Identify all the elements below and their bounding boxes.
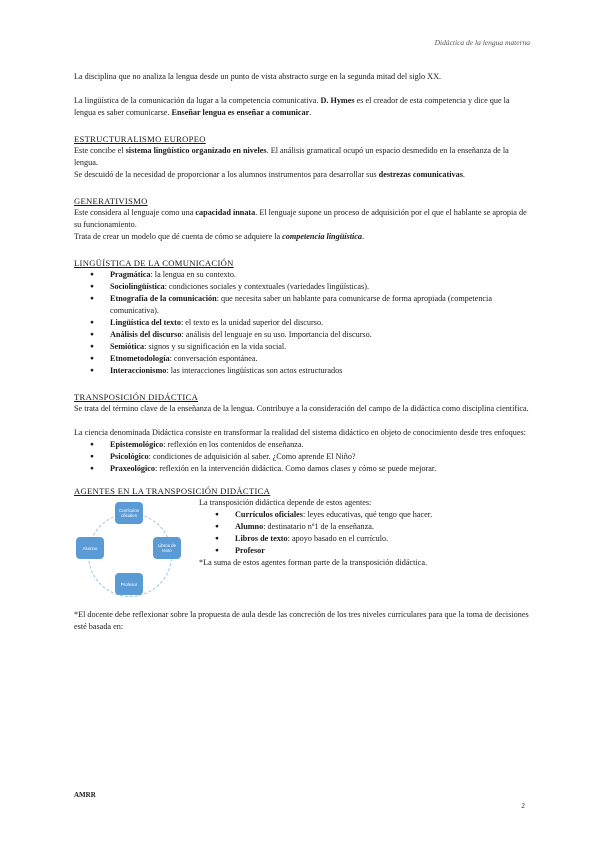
bold-text: capacidad innata [195,208,256,217]
text: Este concibe el [74,146,126,155]
list-item [110,317,529,329]
text: Este considera al lenguaje como una [74,208,196,217]
term: Etnometodología [110,354,170,363]
node-profesor: Profesor [115,573,143,595]
term: Epistemológico [110,440,164,449]
list-item [110,329,529,341]
list-enfoques [74,439,529,475]
term: Pragmática [110,270,151,279]
note: *La suma de estos agentes forman parte de la transposición didáctica. [199,558,428,567]
definition: : que necesita saber un hablante para comunicarse de forma apropiada (competencia comunicativa). [110,294,492,315]
section-heading-linguistica-comunicacion: LINGÜÍSTICA DE LA COMUNICACIÓN [74,258,234,268]
list-linguistica [74,269,529,377]
paragraph-final: *El docente debe reflexionar sobre la propuesta de aula desde las concreción de los tres niveles curriculares para que la toma de decisiones esté basada en: [74,610,529,631]
definition: : análisis del lenguaje en su uso. Importancia del discurso. [181,330,372,339]
text: . [462,170,465,179]
text: Trata de crear un modelo que dé cuenta de cómo se adquiere la [74,232,283,241]
definition: : reflexión en los contenidos de enseñanza. [163,440,304,449]
text: . [309,108,312,117]
text: es el creador de esta competencia y dice que la lengua es saber comunicarse. [74,96,510,117]
node-curriculos: Currículos oficiales [115,502,143,524]
list-item [110,439,529,451]
section-heading-estructuralismo: ESTRUCTURALISMO EUROPEO [74,134,206,144]
list-item [110,451,529,463]
node-alumno: Alumno [76,537,104,559]
bold-text: competencia lingüística [282,232,362,241]
list-agentes [199,509,534,557]
text: La lingüística de la comunicación da lugar a la competencia comunicativa. [74,96,321,105]
paragraph: Se trata del término clave de la enseñanza de la lengua. Contribuye a la consideración del campo de la didáctica como disciplina científica. [74,404,529,413]
list-item [110,353,529,365]
list-item [110,269,529,281]
list-item [110,293,529,317]
list-item [235,545,534,557]
definition: : leyes educativas, qué tengo que hacer. [303,510,433,519]
paragraph [74,169,529,181]
definition: : conversación espontánea. [169,354,258,363]
page-number: 2 [521,801,525,810]
agents-text [199,497,534,569]
term: Libros de texto [235,534,288,543]
term: Currículos oficiales [235,510,303,519]
definition: : la lengua en su contexto. [150,270,236,279]
paragraph [74,207,529,231]
term: Praxeológico [110,464,156,473]
term: Psicológico [110,452,149,461]
bold-text: destrezas comunicativas [378,170,463,179]
section-heading-generativismo: GENERATIVISMO [74,196,148,206]
list-item [110,281,529,293]
list-item [235,521,534,533]
list-item [110,341,529,353]
running-header: Didáctica de la lengua materna [434,38,530,47]
paragraph [74,231,529,243]
definition: : apoyo basado en el currículo. [287,534,389,543]
term: Análisis del discurso [110,330,182,339]
term: Alumno [235,522,264,531]
bold-text: D. Hymes [320,96,355,105]
text: . [362,232,365,241]
paragraph: La transposición didáctica depende de estos agentes: [199,498,372,507]
definition: : las interacciones lingüísticas son actos estructurados [166,366,343,375]
agents-cycle-diagram [74,501,194,605]
list-item [110,463,529,475]
definition: : condiciones de adquisición al saber. ¿Como aprende El Niño? [148,452,356,461]
paragraph: La ciencia denominada Didáctica consiste en transformar la realidad del sistema didáctico en objeto de conocimiento desde tres enfoques: [74,428,526,437]
page-content [74,71,529,633]
definition: : condiciones sociales y contextuales (variedades lingüísticas). [164,282,369,291]
definition: : signos y su significación en la vida social. [144,342,287,351]
section-heading-transposicion: TRANSPOSICIÓN DIDÁCTICA [74,392,199,402]
text: . El análisis gramatical ocupó un espacio desmedido en la enseñanza de la lengua. [74,146,509,167]
term: Semiótica [110,342,145,351]
term: Sociolingüística [110,282,165,291]
agents-block [74,497,529,609]
text: . El lenguaje supone un proceso de adquisición por el que el hablante se apropia de su funcionamiento. [74,208,527,229]
node-libros: Libros de texto [153,537,181,559]
paragraph-competencia [74,95,529,119]
bold-text: sistema lingüístico organizado en niveles [125,146,267,155]
term: Lingüística del texto [110,318,181,327]
footer-initials: AMRR [74,791,96,799]
list-item [235,509,534,521]
term: Interaccionismo [110,366,167,375]
list-item [235,533,534,545]
paragraph-intro: La disciplina que no analiza la lengua desde un punto de vista abstracto surge en la segunda mitad del siglo XX. [74,72,442,81]
bold-text: Enseñar lengua es enseñar a comunicar [171,108,310,117]
section-heading-agentes: AGENTES EN LA TRANSPOSICIÓN DIDÁCTICA [74,486,271,496]
paragraph [74,145,529,169]
definition: : el texto es la unidad superior del discurso. [180,318,324,327]
list-item [110,365,529,377]
definition: : destinatario nº1 de la enseñanza. [263,522,374,531]
definition: : reflexión en la intervención didáctica. Como damos clases y cómo se puede mejorar. [155,464,437,473]
term: Etnografía de la comunicación [110,294,217,303]
text: Se descuidó de la necesidad de proporcionar a los alumnos instrumentos para desarrollar sus [74,170,379,179]
term: Profesor [235,546,265,555]
